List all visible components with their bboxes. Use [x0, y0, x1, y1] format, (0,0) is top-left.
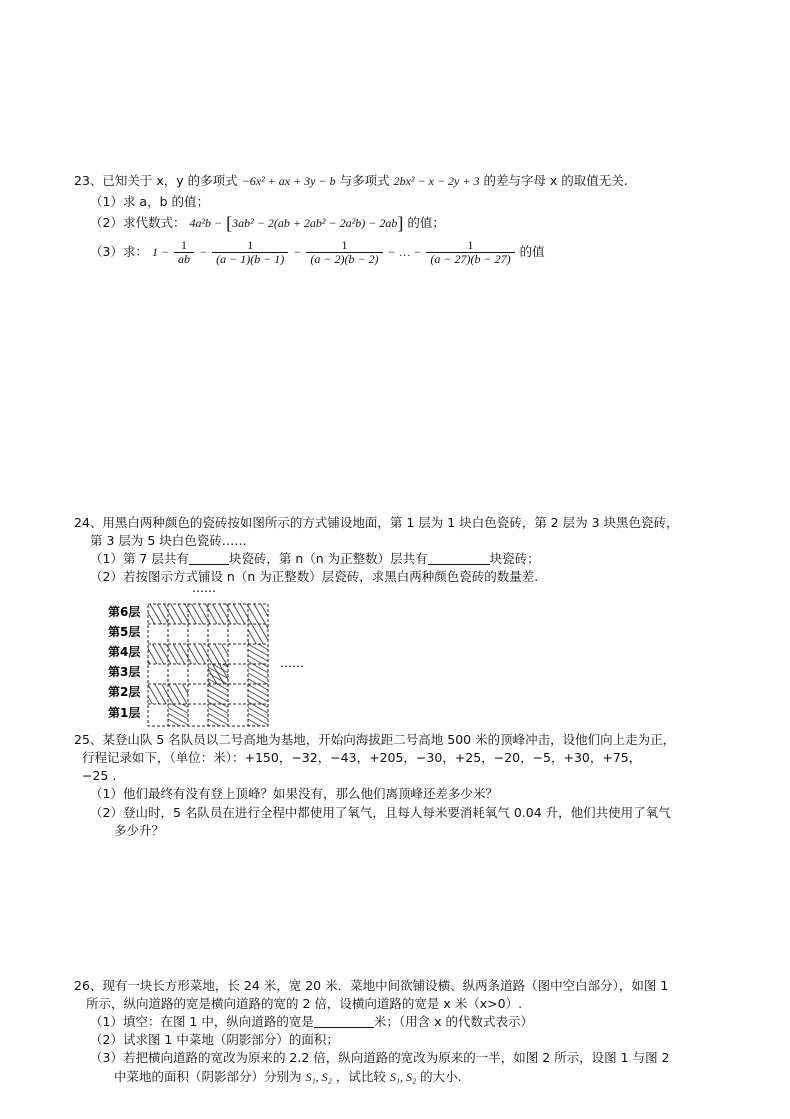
q26-blank-1[interactable]	[314, 1014, 374, 1028]
level-label-6: 第6层	[108, 605, 141, 619]
q24-stem-line2: 第 3 层为 5 块白色瓷砖……	[90, 533, 247, 548]
q24-blank-1[interactable]	[189, 551, 229, 565]
right-dots: ……	[280, 656, 304, 670]
q26-stem-line1: 26、现有一块长方形菜地，长 24 米，宽 20 米．菜地中间欲铺设横、纵两条道路（图中空白部分），如图 1	[74, 978, 669, 993]
q23-frac-1: $\frac{1}{ab}$	[174, 239, 194, 266]
q26-part2: （2）试求图 1 中菜地（阴影部分）的面积；	[90, 1032, 339, 1047]
q24-part2: （2）若按图示方式铺设 n（n 为正整数）层瓷砖，求黑白两种颜色瓷砖的数量差.	[90, 569, 539, 584]
q24-blank-2[interactable]	[428, 551, 490, 565]
q23-poly1: −6x² + ax + 3y − b	[241, 174, 336, 188]
q25-part1: （1）他们最终有没有登上顶峰？如果没有，那么他们离顶峰还差多少米？	[90, 786, 498, 801]
level-label-3: 第3层	[108, 665, 141, 679]
q25-stem-line2: 行程记录如下，（单位：米）：+150，−32，−43，+205，−30，+25，−20，−5，+30，+75，	[82, 750, 642, 765]
q23-stem: 23、已知关于 x，y 的多项式 −6x² + ax + 3y − b 与多项式 2bx² − x − 2y + 3 的差与字母 x 的取值无关.	[74, 173, 628, 188]
q25-part2-line2: 多少升？	[114, 823, 165, 838]
q24-stem-line1: 24、用黑白两种颜色的瓷砖按如图所示的方式铺设地面，第 1 层为 1 块白色瓷砖，第 2 层为 3 块黑色瓷砖，	[74, 515, 679, 530]
q23-part1: （1）求 a，b 的值；	[90, 194, 209, 209]
tile-figure	[108, 581, 318, 726]
q23-frac-4: $\frac{1}{(a - 27)(b - 27)}$	[426, 239, 514, 266]
level-label-2: 第2层	[108, 685, 141, 699]
q23-part2-bracket-expr: 3ab² − 2(ab + 2ab² − 2a²b) − 2ab	[232, 216, 398, 230]
q25-stem-line1: 25、某登山队 5 名队员以二号高地为基地，开始向海拔距二号高地 500 米的顶峰冲击，设他们向上走为正，	[74, 732, 676, 747]
q23-part2: （2）求代数式： 4a²b − [3ab² − 2(ab + 2ab² − 2a²b) − 2ab] 的值；	[90, 213, 445, 233]
q24-part1: （1）第 7 层共有 块瓷砖，第 n（n 为正整数）层共有 块瓷砖；	[90, 551, 540, 566]
q23-part3: （3）求： 1 − $\frac{1}{ab}$ − $\frac{1}{(a - 1)(b - 1)}$ − $\frac{1}{(a - 2)(b - 2)}$ − … − $\frac{1}{(a - 27)(b - 27)}$ 的值	[90, 238, 545, 266]
q26-part3-line2: 中菜地的面积（阴影部分）分别为 S₁, S₂ ，试比较 S₁, S₂ 的大小.	[114, 1069, 462, 1084]
top-dots: ……	[192, 581, 216, 595]
q23-frac-3: $\frac{1}{(a - 2)(b - 2)}$	[306, 239, 382, 266]
q26-stem-line2: 所示，纵向道路的宽是横向道路的宽的 2 倍，设横向道路的宽是 x 米（x>0）.	[86, 996, 523, 1011]
level-label-4: 第4层	[108, 645, 141, 659]
q26-part3-line1: （3）若把横向道路的宽改为原来的 2.2 倍，纵向道路的宽改为原来的一半，如图 2 所示，设图 1 与图 2	[90, 1050, 670, 1065]
q26-part1: （1）填空：在图 1 中，纵向道路的宽是 米；（用含 x 的代数式表示）	[90, 1014, 533, 1029]
q23-poly2: 2bx² − x − 2y + 3	[393, 174, 480, 188]
level-label-5: 第5层	[108, 625, 141, 639]
q25-stem-line3: −25 .	[82, 768, 117, 783]
q23-frac-2: $\frac{1}{(a - 1)(b - 1)}$	[212, 239, 288, 266]
level-label-1: 第1层	[108, 706, 141, 720]
q25-part2-line1: （2）登山时，5 名队员在进行全程中都使用了氧气，且每人每米要消耗氧气 0.04 升，他们共使用了氧气	[90, 805, 671, 820]
